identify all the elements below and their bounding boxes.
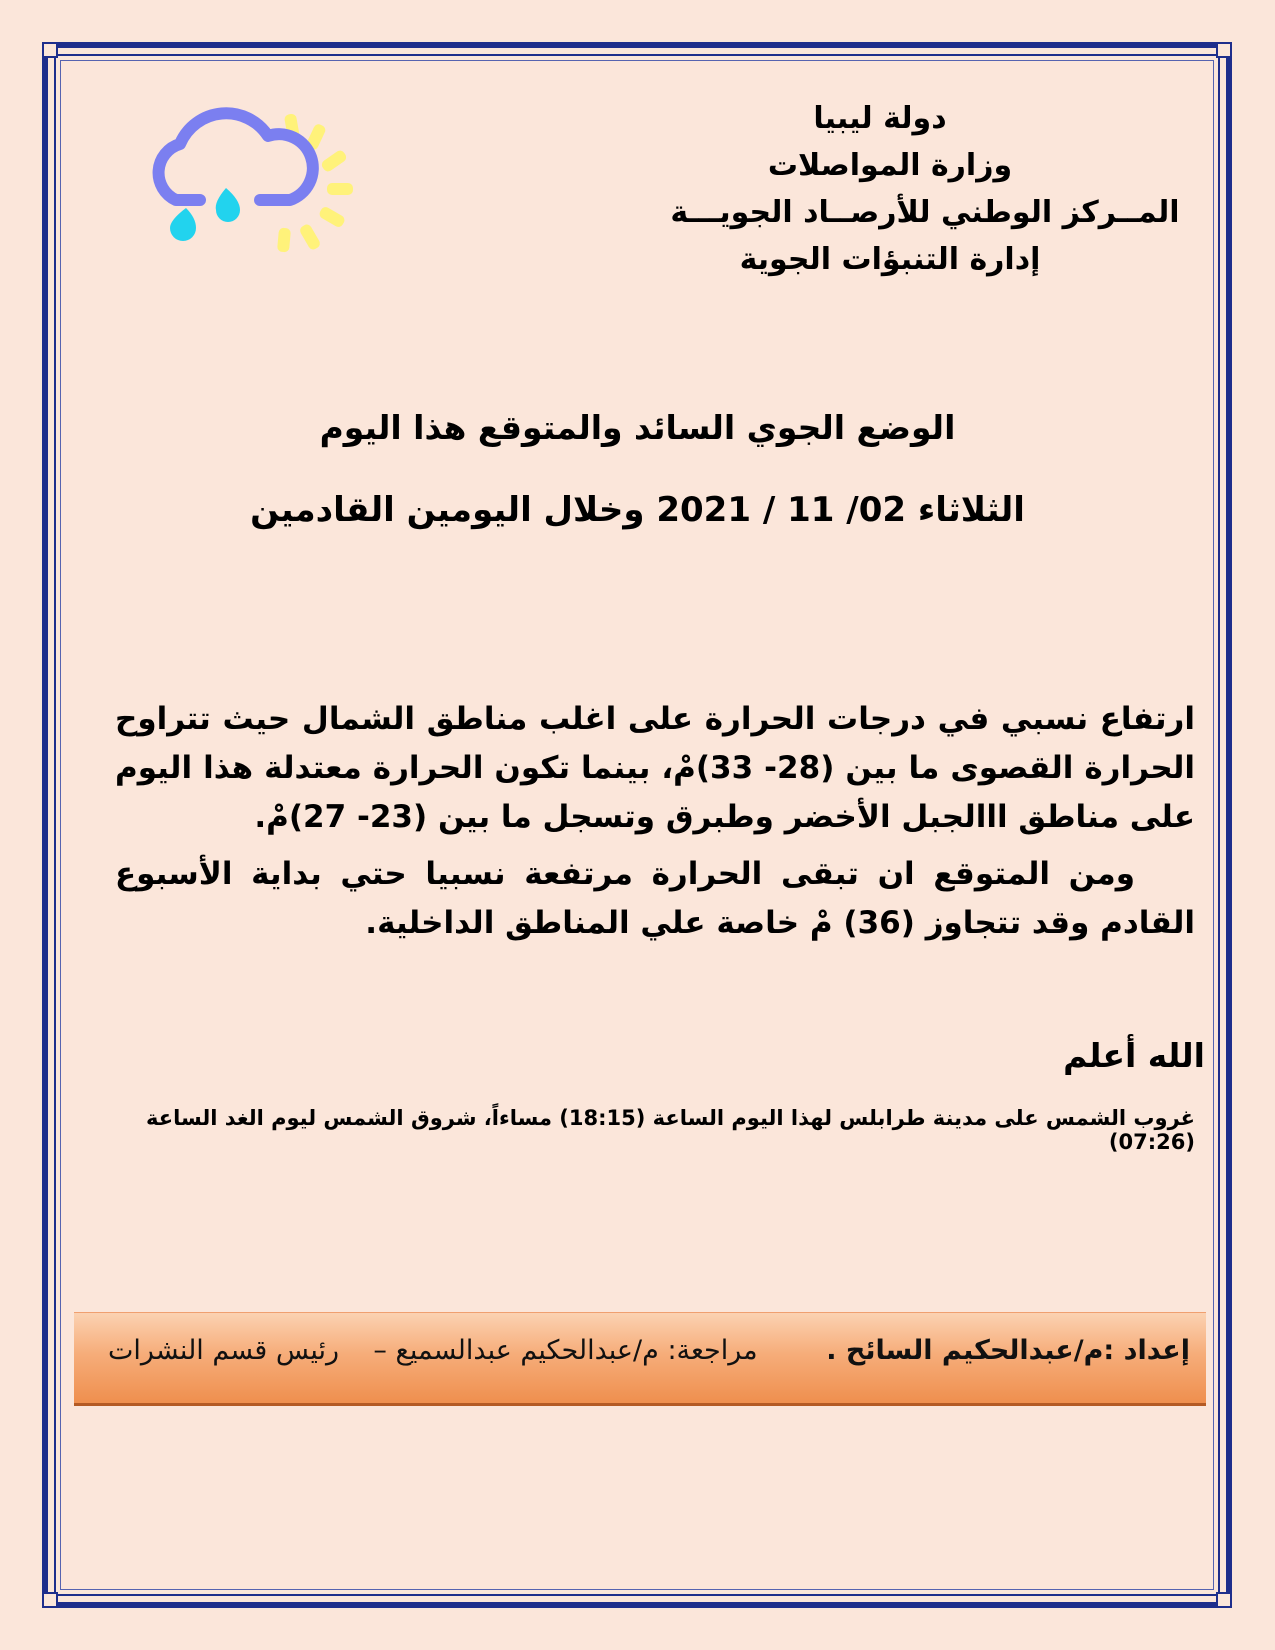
closing-phrase: الله أعلم <box>1063 1036 1205 1075</box>
header-center: المــركز الوطني للأرصــاد الجويـــة <box>670 195 1180 230</box>
forecast-body <box>115 695 1195 948</box>
report-title: الوضع الجوي السائد والمتوقع هذا اليوم <box>319 408 956 447</box>
footer-prepared-by: إعداد :م/عبدالحكيم السائح . <box>826 1335 1190 1366</box>
frame-corner-top-left <box>42 42 58 58</box>
letterhead <box>630 95 1190 283</box>
frame-corner-top-right <box>1216 42 1232 58</box>
footer-reviewed-by: مراجعة: م/عبدالحكيم عبدالسميع – <box>373 1335 758 1366</box>
header-state: دولة ليبيا <box>813 101 947 136</box>
footer-role: رئيس قسم النشرات <box>108 1335 340 1366</box>
forecast-paragraph-2: ومن المتوقع ان تبقى الحرارة مرتفعة نسبيا حتي بداية الأسبوع القادم وقد تتجاوز (36) مْ خاصة علي المناطق الداخلية. <box>115 856 1195 941</box>
footer-bar <box>74 1312 1206 1406</box>
header-ministry: وزارة المواصلات <box>767 148 1013 183</box>
cloud-rain-sun-icon <box>140 100 370 260</box>
frame-corner-bottom-left <box>42 1592 58 1608</box>
report-date: الثلاثاء 02/ 11 / 2021 وخلال اليومين القادمين <box>250 490 1025 530</box>
sun-times: غروب الشمس على مدينة طرابلس لهذا اليوم الساعة (18:15) مساءاً، شروق الشمس ليوم الغد الساعة (07:26) <box>145 1106 1195 1154</box>
frame-corner-bottom-right <box>1216 1592 1232 1608</box>
header-department: إدارة التنبؤات الجوية <box>739 242 1041 277</box>
footer-credits <box>108 1335 1190 1366</box>
forecast-paragraph-1: ارتفاع نسبي في درجات الحرارة على اغلب مناطق الشمال حيث تتراوح الحرارة القصوى ما بين (28- 33)مْ، بينما تكون الحرارة معتدلة هذا اليوم على مناطق ااالجبل الأخضر وطبرق وتسجل ما بين (23- 27)مْ. <box>115 701 1195 835</box>
